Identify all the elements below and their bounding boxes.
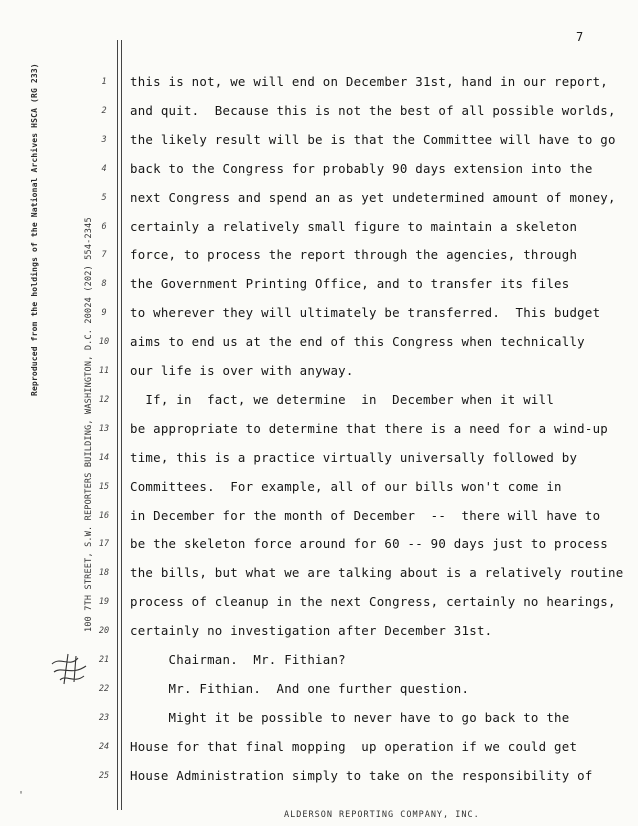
transcript-line: the likely result will be is that the Committee will have to go — [130, 131, 616, 147]
line-number: 24 — [98, 741, 110, 752]
line-number: 5 — [101, 192, 107, 203]
transcript-line: certainly no investigation after December 31st. — [130, 623, 493, 639]
line-number: 11 — [98, 366, 110, 376]
transcript-line: Mr. Fithian. And one further question. — [130, 680, 470, 696]
line-number: 18 — [98, 568, 110, 579]
line-number: 19 — [98, 597, 110, 608]
transcript-line: Committees. For example, all of our bills won't come in — [130, 478, 562, 494]
line-number: 6 — [101, 221, 107, 232]
transcript-line: our life is over with anyway. — [130, 363, 354, 378]
transcript-line: certainly a relatively small figure to maintain a skeleton — [130, 218, 578, 234]
handwritten-signature-mark — [48, 650, 92, 688]
transcript-line: force, to process the report through the agencies, through — [130, 247, 578, 263]
transcript-line: Chairman. Mr. Fithian? — [130, 652, 346, 667]
transcript-line: next Congress and spend an as yet undetermined amount of money, — [130, 189, 616, 205]
line-number: 2 — [101, 105, 107, 116]
transcript-line: House Administration simply to take on the responsibility of — [130, 767, 593, 783]
transcript-line: Might it be possible to never have to go back to the — [130, 709, 570, 725]
transcript-line: House for that final mopping up operation if we could get — [130, 738, 578, 754]
page-number: 7 — [576, 30, 584, 44]
line-number: 20 — [98, 626, 110, 637]
margin-tick: ' — [18, 790, 25, 801]
transcript-line: and quit. Because this is not the best of all possible worlds, — [130, 102, 616, 118]
transcript-line: process of cleanup in the next Congress, certainly no hearings, — [130, 594, 616, 610]
transcript-line: back to the Congress for probably 90 days extension into the — [130, 160, 593, 176]
line-number: 9 — [101, 308, 107, 319]
transcript-line: If, in fact, we determine in December when it will — [130, 391, 555, 407]
transcript-line: time, this is a practice virtually universally followed by — [130, 449, 578, 465]
transcript-line: aims to end us at the end of this Congress when technically — [130, 334, 585, 350]
line-number: 10 — [98, 337, 110, 348]
line-number: 25 — [98, 770, 110, 781]
transcript-line: this is not, we will end on December 31st, hand in our report, — [130, 74, 609, 89]
transcript-line: in December for the month of December -- there will have to — [130, 507, 601, 523]
line-number: 8 — [101, 279, 107, 290]
transcript-line: be the skeleton force around for 60 -- 90 days just to process — [130, 536, 609, 552]
line-number: 4 — [101, 163, 107, 174]
reporter-address: 100 7TH STREET, S.W. REPORTERS BUILDING, WASHINGTON, D.C. 20024 (202) 554-2345 — [84, 217, 94, 632]
line-number: 16 — [98, 510, 110, 521]
line-number: 1 — [101, 77, 107, 87]
line-number: 7 — [101, 250, 107, 261]
margin-rule-outer — [117, 40, 118, 810]
line-number: 14 — [98, 452, 110, 463]
line-number: 21 — [98, 655, 110, 665]
margin-rule-inner — [121, 40, 122, 810]
line-number: 22 — [98, 683, 110, 694]
line-number: 13 — [98, 423, 110, 434]
line-number: 15 — [98, 481, 110, 492]
line-number: 3 — [101, 134, 107, 145]
line-number: 12 — [98, 394, 110, 405]
line-number: 17 — [98, 539, 110, 550]
transcript-line: the bills, but what we are talking about is a relatively routine — [130, 565, 624, 581]
footer-company: ALDERSON REPORTING COMPANY, INC. — [284, 810, 480, 820]
archive-note: Reproduced from the holdings of the National Archives HSCA (RG 233) — [30, 63, 39, 396]
line-number: 23 — [98, 712, 110, 723]
transcript-line: to wherever they will ultimately be transferred. This budget — [130, 305, 601, 321]
transcript-line: be appropriate to determine that there is a need for a wind-up — [130, 420, 609, 436]
transcript-line: the Government Printing Office, and to transfer its files — [130, 276, 570, 292]
